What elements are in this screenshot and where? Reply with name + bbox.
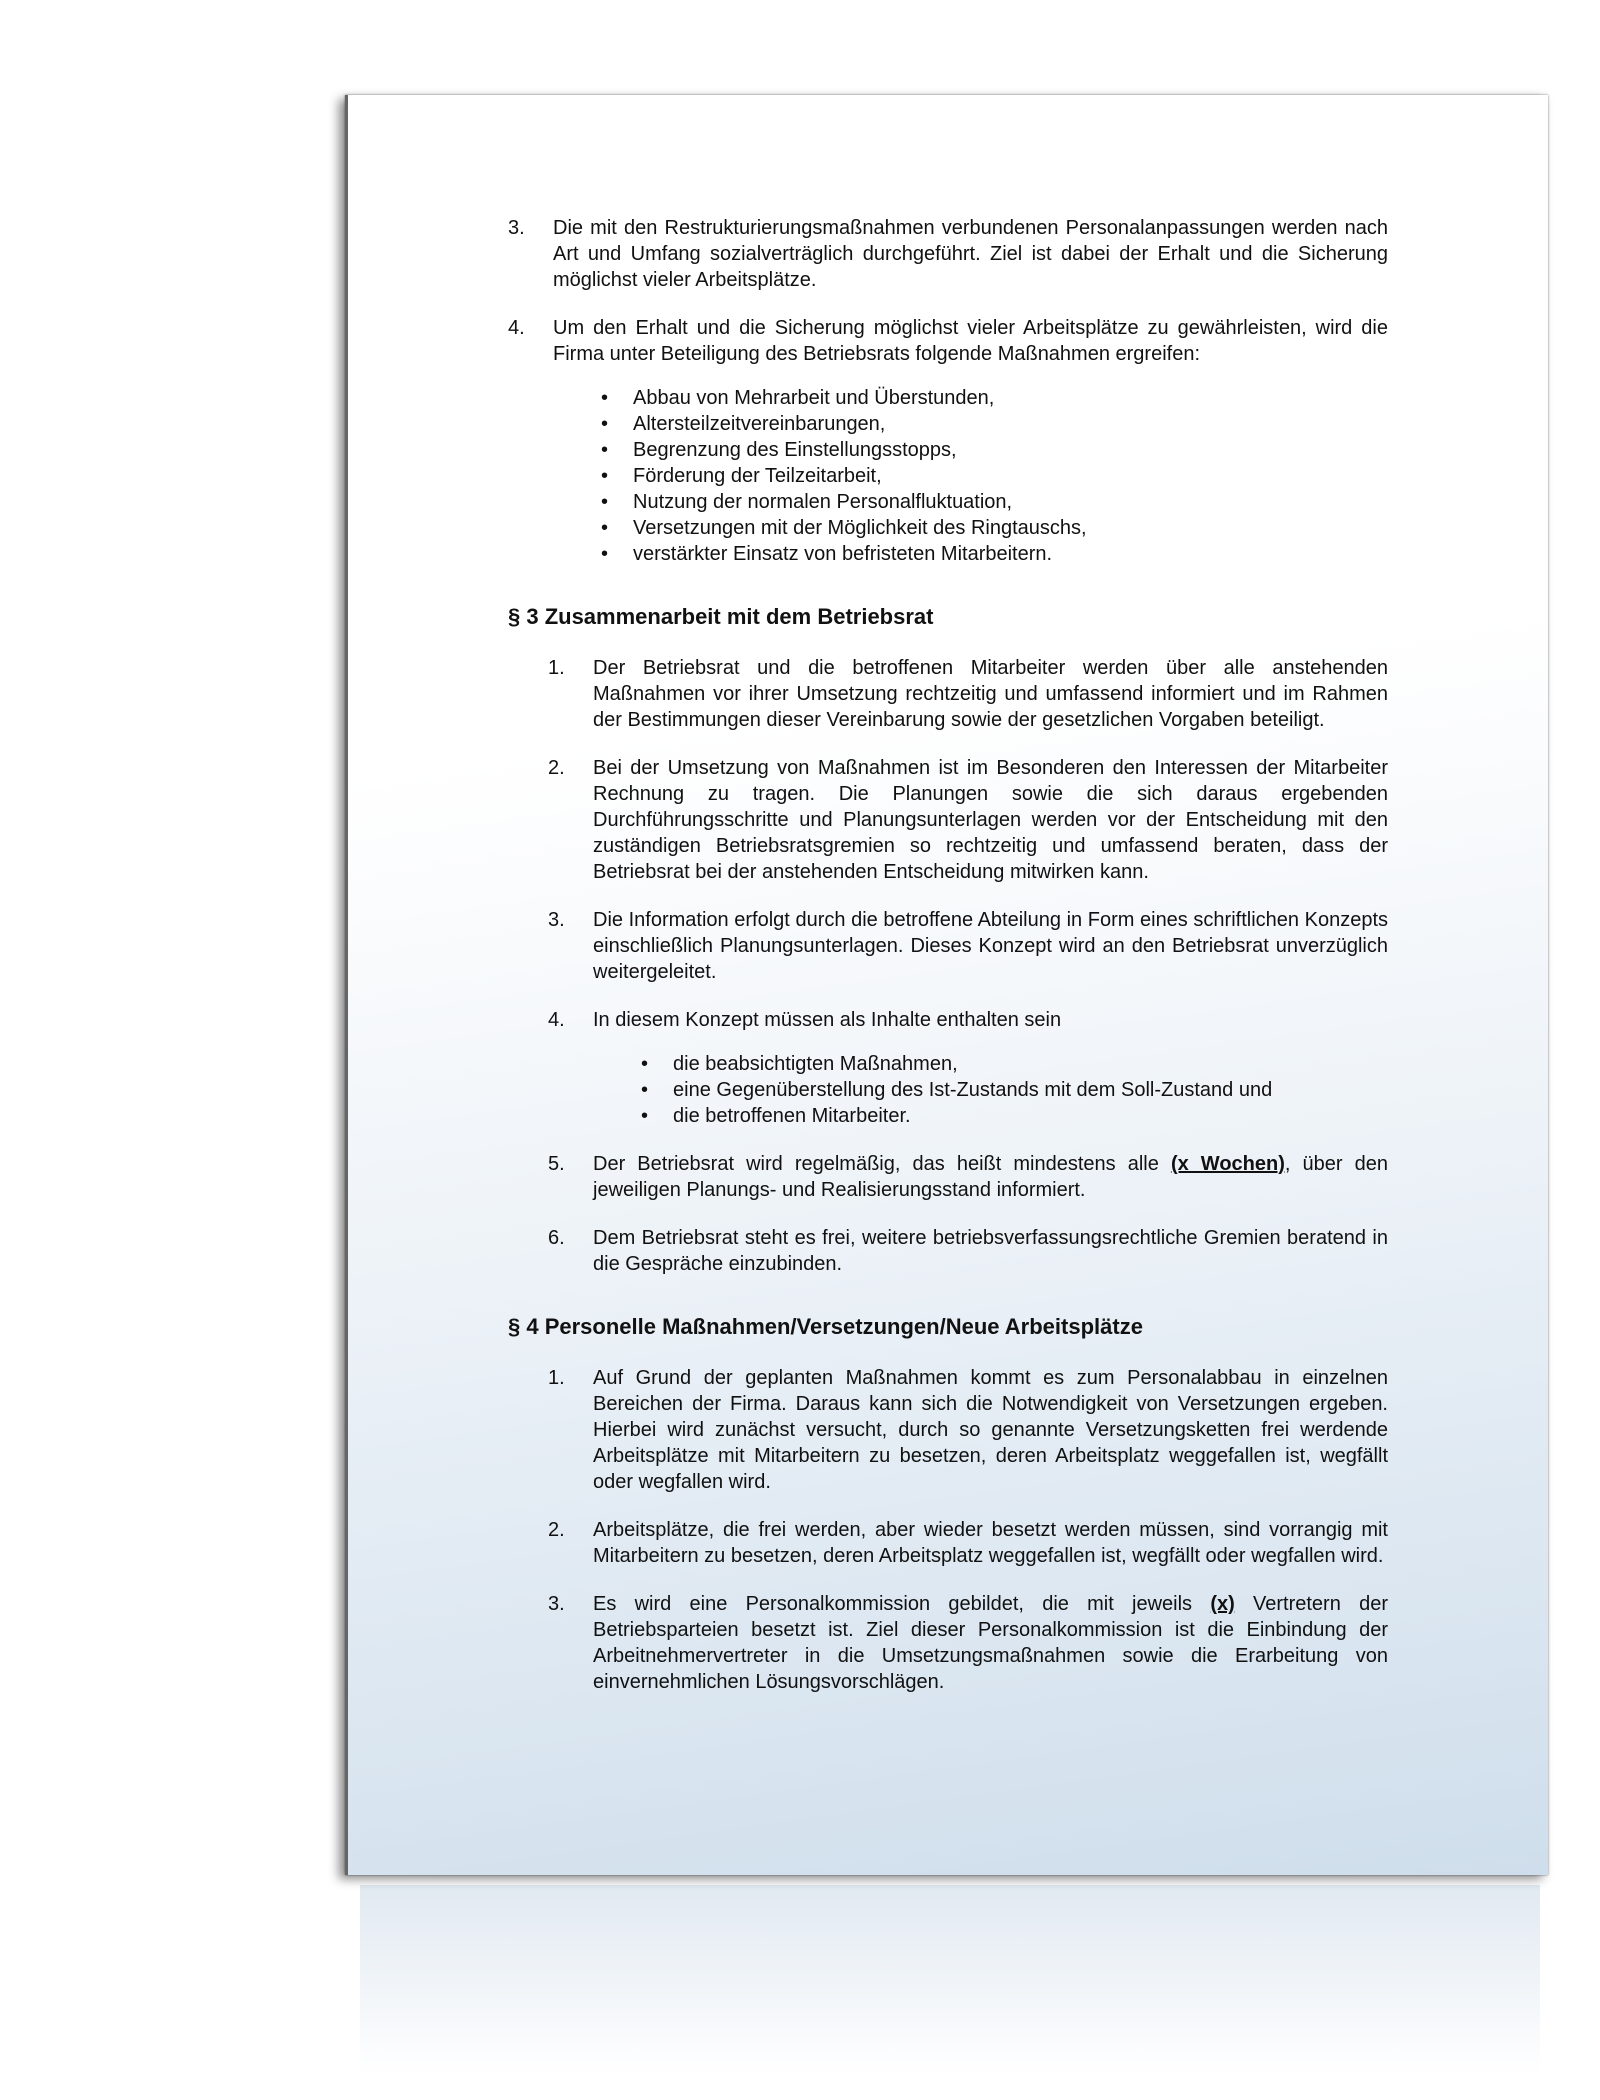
item-text <box>593 1151 1388 1203</box>
item-number: 5. <box>548 1153 565 1175</box>
list-item <box>508 315 1388 567</box>
item-number: 2. <box>548 757 565 779</box>
item-text: Der Betriebsrat und die betroffenen Mitarbeiter werden über alle anstehenden Maßnahmen vor ihrer Umsetzung rechtzeitig und umfassend informiert und im Rahmen der Bestimmungen dieser Vereinbarung sowie der gesetzlichen Vorgaben beteiligt. <box>593 657 1388 731</box>
bullet-list <box>593 1051 1388 1129</box>
bullet-item: • Förderung der Teilzeitarbeit, <box>633 463 1388 489</box>
list-item <box>508 655 1388 733</box>
item-number: 2. <box>548 1519 565 1541</box>
list-item <box>508 1225 1388 1277</box>
text-fragment: Vertretern der Betriebsparteien besetzt ist. Ziel dieser Personalkommission ist die Einbindung der Arbeitnehmervertreter in die Umsetzungsmaßnahmen sowie die Erarbeitung von einvernehmlichen Lösungsvorschlägen. <box>593 1593 1388 1693</box>
list-item <box>508 1151 1388 1203</box>
bullet-list <box>553 385 1388 567</box>
document-content <box>508 215 1388 1717</box>
list-item <box>508 1591 1388 1695</box>
list-item <box>508 1007 1388 1129</box>
bullet-item: • die betroffenen Mitarbeiter. <box>673 1103 1388 1129</box>
bullet-item: • Versetzungen mit der Möglichkeit des Ringtauschs, <box>633 515 1388 541</box>
item-text: Die Information erfolgt durch die betroffene Abteilung in Form eines schriftlichen Konzepts einschließlich Planungsunterlagen. Dieses Konzept wird an den Betriebsrat unverzüglich weitergeleitet. <box>593 909 1388 983</box>
text-fragment: Es wird eine Personalkommission gebildet, die mit jeweils <box>593 1593 1211 1615</box>
section-4 <box>508 1313 1388 1695</box>
item-text: Die mit den Restrukturierungsmaßnahmen verbundenen Personalanpassungen werden nach Art und Umfang sozialverträglich durchgeführt. Ziel ist dabei der Erhalt und die Sicherung möglichst vieler Arbeitsplätze. <box>553 217 1388 291</box>
text-fragment: , über den jeweiligen Planungs- und Realisierungsstand informiert. <box>593 1153 1388 1201</box>
item-number: 3. <box>508 217 525 239</box>
document-page <box>345 95 1548 1875</box>
bullet-item: • die beabsichtigten Maßnahmen, <box>673 1051 1388 1077</box>
item-text: Bei der Umsetzung von Maßnahmen ist im Besonderen den Interessen der Mitarbeiter Rechnung zu tragen. Die Planungen sowie die sich daraus ergebenden Durchführungsschritte und Planungsunterlagen werden vor der Entscheidung mit den zuständigen Betriebsratsgremien so rechtzeitig und umfassend beraten, dass der Betriebsrat bei der anstehenden Entscheidung mitwirken kann. <box>593 757 1388 883</box>
placeholder-field: (x) <box>1210 1593 1235 1615</box>
list-item <box>508 215 1388 293</box>
item-number: 1. <box>548 657 565 679</box>
section-heading: § 4 Personelle Maßnahmen/Versetzungen/Neue Arbeitsplätze <box>508 1314 1143 1339</box>
bullet-item: • verstärkter Einsatz von befristeten Mitarbeitern. <box>633 541 1388 567</box>
list-item <box>508 1517 1388 1569</box>
bullet-item: • Begrenzung des Einstellungsstopps, <box>633 437 1388 463</box>
section-3 <box>508 603 1388 1277</box>
item-number: 4. <box>548 1009 565 1031</box>
text-fragment: Der Betriebsrat wird regelmäßig, das heißt mindestens alle <box>593 1153 1171 1175</box>
section-2-continued <box>508 215 1388 567</box>
bullet-item: • Abbau von Mehrarbeit und Überstunden, <box>633 385 1388 411</box>
item-number: 1. <box>548 1367 565 1389</box>
item-number: 6. <box>548 1227 565 1249</box>
list-item <box>508 755 1388 885</box>
item-text: Dem Betriebsrat steht es frei, weitere betriebsverfassungsrechtliche Gremien beratend in die Gespräche einzubinden. <box>593 1227 1388 1275</box>
item-text: In diesem Konzept müssen als Inhalte enthalten sein <box>593 1009 1062 1031</box>
item-text <box>593 1591 1388 1695</box>
item-text: Auf Grund der geplanten Maßnahmen kommt es zum Personalabbau in einzelnen Bereichen der Firma. Daraus kann sich die Notwendigkeit von Versetzungen ergeben. Hierbei wird zunächst versucht, durch so genannte Versetzungsketten frei werdende Arbeitsplätze mit Mitarbeitern zu besetzen, deren Arbeitsplatz weggefallen ist, wegfällt oder wegfallen wird. <box>593 1367 1388 1493</box>
bullet-item: • Nutzung der normalen Personalfluktuation, <box>633 489 1388 515</box>
list-item <box>508 907 1388 985</box>
placeholder-field: (x Wochen) <box>1170 1153 1285 1175</box>
list-item <box>508 1365 1388 1495</box>
section-heading: § 3 Zusammenarbeit mit dem Betriebsrat <box>508 604 934 629</box>
item-text: Arbeitsplätze, die frei werden, aber wieder besetzt werden müssen, sind vorrangig mit Mitarbeitern zu besetzen, deren Arbeitsplatz weggefallen ist, wegfällt oder wegfallen wird. <box>593 1519 1388 1567</box>
page-reflection <box>360 1885 1540 2075</box>
bullet-item: • eine Gegenüberstellung des Ist-Zustands mit dem Soll-Zustand und <box>673 1077 1388 1103</box>
item-number: 3. <box>548 909 565 931</box>
item-number: 4. <box>508 317 525 339</box>
item-number: 3. <box>548 1593 565 1615</box>
bullet-item: • Altersteilzeitvereinbarungen, <box>633 411 1388 437</box>
item-text: Um den Erhalt und die Sicherung möglichst vieler Arbeitsplätze zu gewährleisten, wird die Firma unter Beteiligung des Betriebsrats folgende Maßnahmen ergreifen: <box>553 317 1388 365</box>
